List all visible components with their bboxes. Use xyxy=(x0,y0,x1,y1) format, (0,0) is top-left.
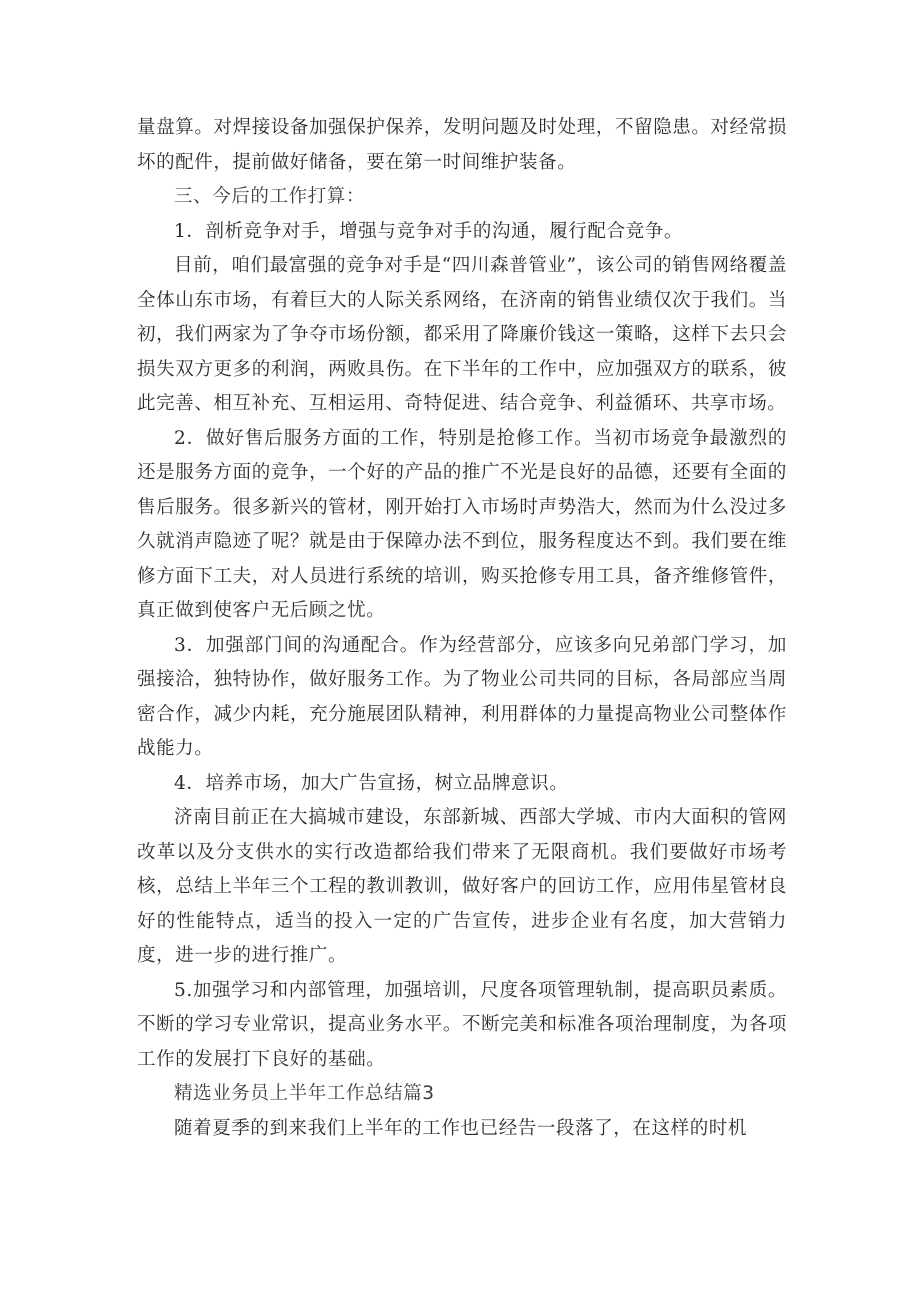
plan-item-3: 3．加强部门间的沟通配合。作为经营部分，应该多向兄弟部门学习，加强接洽，独特协作，做好服务工作。为了物业公司共同的目标，各局部应当周密合作，减少内耗，充分施展团队精神，利用群体的力量提高物业公司整体作战能力。 xyxy=(137,634,787,759)
paragraph-intro-part-3: 随着夏季的到来我们上半年的工作也已经告一段落了，在这样的时机 xyxy=(174,1117,748,1139)
section-heading-future-plans: 三、今后的工作打算： xyxy=(174,186,366,207)
plan-item-5: 5.加强学习和内部管理，加强培训，尺度各项管理轨制，提高职员素质。不断的学习专业常识，提高业务水平。不断完美和标准各项治理制度，为各项工作的发展打下良好的基础。 xyxy=(137,979,787,1070)
paragraph-continuation: 量盘算。对焊接设备加强保护保养，发明问题及时处理，不留隐患。对经常损坏的配件，提前做好储备，要在第一时间维护装备。 xyxy=(137,117,787,173)
paragraph-market-development: 济南目前正在大搞城市建设，东部新城、西部大学城、市内大面积的管网改革以及分支供水的实行改造都给我们带来了无限商机。我们要做好市场考核，总结上半年三个工程的教训教训，做好客户的回访工作，应用伟星管材良好的性能特点，适当的投入一定的广告宣传，进步企业有名度，加大营销力度，进一步的进行推广。 xyxy=(137,807,787,966)
paragraph-competitor-analysis: 目前，咱们最富强的竞争对手是“四川森普管业”，该公司的销售网络覆盖全体山东市场，有着巨大的人际关系网络，在济南的销售业绩仅次于我们。当初，我们两家为了争夺市场份额，都采用了降廉价钱这一策略，这样下去只会损失双方更多的利润，两败具伤。在下半年的工作中，应加强双方的联系，彼此完善、相互补充、互相运用、奇特促进、结合竞争、利益循环、共享市场。 xyxy=(137,255,787,414)
plan-item-2: 2．做好售后服务方面的工作，特别是抢修工作。当初市场竞争最激烈的还是服务方面的竞争，一个好的产品的推广不光是良好的品德，还要有全面的售后服务。很多新兴的管材，刚开始打入市场时声势浩大，然而为什么没过多久就消声隐迹了呢？就是由于保障办法不到位，服务程度达不到。我们要在维修方面下工夫，对人员进行系统的培训，购买抢修专用工具，备齐维修管件，真正做到使客户无后顾之忧。 xyxy=(137,427,787,621)
document-body xyxy=(137,111,787,1146)
plan-item-1: 1．剖析竞争对手，增强与竞争对手的沟通，履行配合竞争。 xyxy=(174,220,683,242)
plan-item-4: 4．培养市场，加大广告宣扬，树立品牌意识。 xyxy=(174,772,569,794)
article-title-part-3: 精选业务员上半年工作总结篇3 xyxy=(174,1083,435,1104)
